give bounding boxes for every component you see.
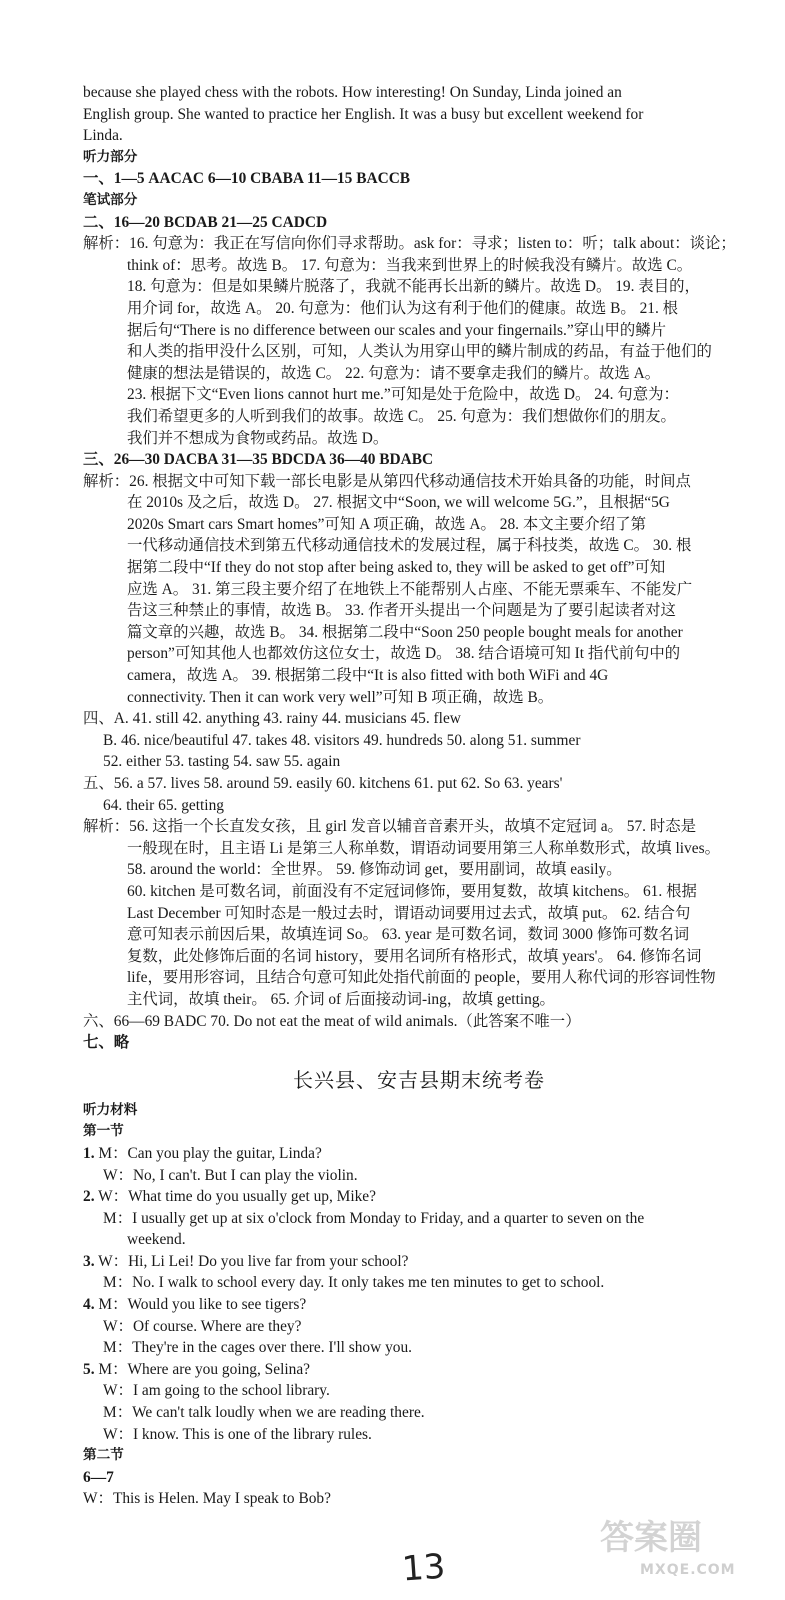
dialogue-line: W：Of course. Where are they? [103,1317,302,1335]
explain-line: 18. 句意为：但是如果鳞片脱落了，我就不能再长出新的鳞片。故选 D。 19. 表目的， [127,278,700,296]
dialogue-text: No. I walk to school every day. It only takes me ten minutes to get to school. [132,1274,605,1292]
explain-line: 应选 A。 31. 第三段主要介绍了在地铁上不能帮别人占座、不能无票乘车、不能发广 [127,580,693,598]
section2-heading: 第二节 [83,1447,124,1464]
page-number: 13 [400,1546,447,1590]
explain-line: 23. 根据下文“Even lions cannot hurt me.”可知是处于危险中，故选 D。 24. 句意为： [127,386,679,404]
dialogue-number: 4. [83,1296,95,1314]
speaker-label: W [98,1252,113,1270]
dialogue-line: 5. M：Where are you going, Selina? [83,1360,310,1378]
speaker-label: W [103,1382,118,1400]
speaker-label: M [98,1360,113,1378]
section5-line: 64. their 65. getting [103,796,224,814]
explain-line: 用介词 for，故选 A。 20. 句意为：他们认为这有利于他们的健康。故选 B。 21. 根 [127,299,679,317]
dialogue-line: M：I usually get up at six o'clock from Monday to Friday, and a quarter to seven on the [103,1209,645,1227]
dialogue-line: 1. M：Can you play the guitar, Linda? [83,1144,322,1162]
explain-line: life，要用形容词，且结合句意可知此处指代前面的 people，要用人称代词的形容词性物 [127,969,716,987]
dialogue-text: I am going to the school library. [132,1382,330,1400]
explain-line: 和人类的指甲没什么区别，可知，人类认为用穿山甲的鳞片制成的药品，有益于他们的 [127,343,712,361]
section4-line: B. 46. nice/beautiful 47. takes 48. visitors 49. hundreds 50. along 51. summer [103,731,581,749]
watermark [600,1510,770,1590]
speaker-label: W [103,1166,118,1184]
dialogue-text: This is Helen. May I speak to Bob? [112,1490,331,1508]
explain-line: 一般现在时，且主语 Li 是第三人称单数，谓语动词要用第三人称单数形式，故填 lives。 [127,839,720,857]
section4-line: 四、A. 41. still 42. anything 43. rainy 44. musicians 45. flew [83,710,461,728]
explain-line: 据后句“There is no difference between our scales and your fingernails.”穿山甲的鳞片 [127,321,667,339]
dialogue-text: Where are you going, Selina? [127,1360,310,1378]
watermark-logo: 答案圈 [600,1518,702,1558]
dialogue-text: Would you like to see tigers? [127,1296,307,1314]
speaker-label: W [98,1188,113,1206]
section3-answers: 三、26—30 DACBA 31—35 BDCDA 36—40 BDABC [83,451,434,469]
dialogue-line: W：I am going to the school library. [103,1382,330,1400]
listening-heading: 听力部分 [83,148,138,165]
speaker-label: M [98,1296,113,1314]
dialogue-text: I know. This is one of the library rules. [132,1425,372,1443]
dialogue-text: We can't talk loudly when we are reading there. [132,1404,425,1422]
explain-line: 2020s Smart cars Smart homes”可知 A 项正确，故选 A。 28. 本文主要介绍了第 [127,515,646,533]
section3-explanation [83,471,755,709]
dialogue-number: 3. [83,1252,95,1270]
explain-line: connectivity. Then it can work very well”可知 B 项正确，故选 B。 [127,688,554,706]
speaker-label: M [103,1209,117,1227]
dialogue-text: Of course. Where are they? [132,1317,302,1335]
intro-line: Linda. [83,127,123,145]
explain-line: Last December 可知时态是一般过去时，谓语动词要用过去式，故填 put。 62. 结合句 [127,904,691,922]
dialogue-text: They're in the cages over there. I'll show you. [132,1339,413,1357]
explain-line: 解析：56. 这指一个长直发女孩，且 girl 发音以辅音音素开头，故填不定冠词 a。 57. 时态是 [83,818,697,836]
dialogue-text: Hi, Li Lei! Do you live far from your school? [128,1252,409,1270]
explain-line: 解析：16. 句意为：我正在写信向你们寻求帮助。ask for：寻求；listen to：听；talk about：谈论； [83,235,736,253]
dialogue-list [83,1143,755,1445]
explain-line: 60. kitchen 是可数名词，前面没有不定冠词修饰，要用复数，故填 kitchens。 61. 根据 [127,882,697,900]
dialogue-line: W：No, I can't. But I can play the violin. [103,1166,358,1184]
dialogue-line: M：They're in the cages over there. I'll show you. [103,1339,413,1357]
content-column [83,82,755,1510]
watermark-url: MXQE.COM [640,1562,736,1578]
section1-heading: 第一节 [83,1123,124,1140]
speaker-label: M [103,1274,117,1292]
explain-line: camera，故选 A。 39. 根据第二段中“It is also fitted with both WiFi and 4G [127,667,609,685]
explain-line: 据第二段中“If they do not stop after being asked to, they will be asked to get off”可知 [127,559,666,577]
section5-line: 五、56. a 57. lives 58. around 59. easily 60. kitchens 61. put 62. So 63. years' [83,775,563,792]
intro-line: because she played chess with the robots. How interesting! On Sunday, Linda joined an [83,84,622,101]
dialogue-line: 4. M：Would you like to see tigers? [83,1296,307,1314]
explain-line: 健康的想法是错误的，故选 C。 22. 句意为：请不要拿走我们的鳞片。故选 A。 [127,364,661,382]
materials-heading: 听力材料 [83,1101,138,1118]
explain-line: 58. around the world：全世界。 59. 修饰动词 get，要用副词，故填 easily。 [127,861,622,879]
dialogue-line: 3. W：Hi, Li Lei! Do you live far from your school? [83,1252,409,1270]
explain-line: think of：思考。故选 B。 17. 句意为：当我来到世界上的时候我没有鳞片。故选 C。 [127,256,693,274]
dialogue-text: What time do you usually get up, Mike? [128,1188,376,1206]
section2-range: 6—7 [83,1468,114,1486]
explain-line: 我们希望更多的人听到我们的故事。故选 C。 25. 句意为：我们想做你们的朋友。 [127,407,676,425]
writing-heading: 笔试部分 [83,191,138,208]
dialogue-number: 5. [83,1360,95,1378]
section4-line: 52. either 53. tasting 54. saw 55. again [103,753,341,771]
dialogue-text: Can you play the guitar, Linda? [127,1144,322,1162]
listening-answers: 一、1—5 AACAC 6—10 CBABA 11—15 BACCB [83,170,411,188]
speaker-label: W [103,1317,118,1335]
dialogue-number: 1. [83,1144,95,1162]
explain-line: 意可知表示前因后果，故填连词 So。 63. year 是可数名词，数词 3000 修饰可数名词 [127,926,690,944]
dialogue-line: M：We can't talk loudly when we are reading there. [103,1404,425,1422]
intro-line: English group. She wanted to practice her English. It was a busy but excellent weekend for [83,105,644,123]
exam-title: 长兴县、安吉县期末统考卷 [293,1067,545,1092]
dialogue-line: W：This is Helen. May I speak to Bob? [83,1490,331,1508]
explain-line: 一代移动通信技术到第五代移动通信技术的发展过程，属于科技类，故选 C。 30. 根 [127,537,692,555]
explain-line: 告这三种禁止的事情，故选 B。 33. 作者开头提出一个问题是为了要引起读者对这 [127,602,676,620]
explain-line: 复数，此处修饰后面的名词 history，要用名词所有格形式，故填 years'。 64. 修饰名词 [127,947,702,965]
section6-line: 六、66—69 BADC 70. Do not eat the meat of wild animals.（此答案不唯一） [83,1012,581,1030]
explain-line: 解析：26. 根据文中可知下载一部长电影是从第四代移动通信技术开始具备的功能，时间点 [83,472,691,490]
dialogue-line: W：I know. This is one of the library rules. [103,1425,372,1443]
explain-line: 在 2010s 及之后，故选 D。 27. 根据文中“Soon, we will welcome 5G.”，且根据“5G [127,494,670,512]
section7-line: 七、略 [83,1034,130,1052]
section2-answers: 二、16—20 BCDAB 21—25 CADCD [83,213,328,231]
explain-line: person”可知其他人也都效仿这位女士，故选 D。 38. 结合语境可知 It 指代前句中的 [127,645,681,663]
speaker-label: M [98,1144,113,1162]
speaker-label: M [103,1404,117,1422]
dialogue-line: M：No. I walk to school every day. It only takes me ten minutes to get to school. [103,1274,605,1292]
dialogue-text: weekend. [127,1231,186,1249]
dialogue-line [83,1229,755,1251]
explain-line: 篇文章的兴趣，故选 B。 34. 根据第二段中“Soon 250 people bought meals for another [127,623,683,641]
section5-explanation [83,816,755,1010]
section2-explanation [83,233,755,449]
explain-line: 主代词，故填 their。 65. 介词 of 后面接动词-ing，故填 getting。 [127,990,555,1008]
dialogue-text: I usually get up at six o'clock from Monday to Friday, and a quarter to seven on the [132,1209,645,1227]
explain-line: 我们并不想成为食物或药品。故选 D。 [127,429,389,447]
speaker-label: W [83,1490,98,1508]
dialogue-number: 2. [83,1188,95,1206]
dialogue-line: 2. W：What time do you usually get up, Mike? [83,1188,376,1206]
speaker-label: W [103,1425,118,1443]
speaker-label: M [103,1339,117,1357]
dialogue-text: No, I can't. But I can play the violin. [132,1166,358,1184]
